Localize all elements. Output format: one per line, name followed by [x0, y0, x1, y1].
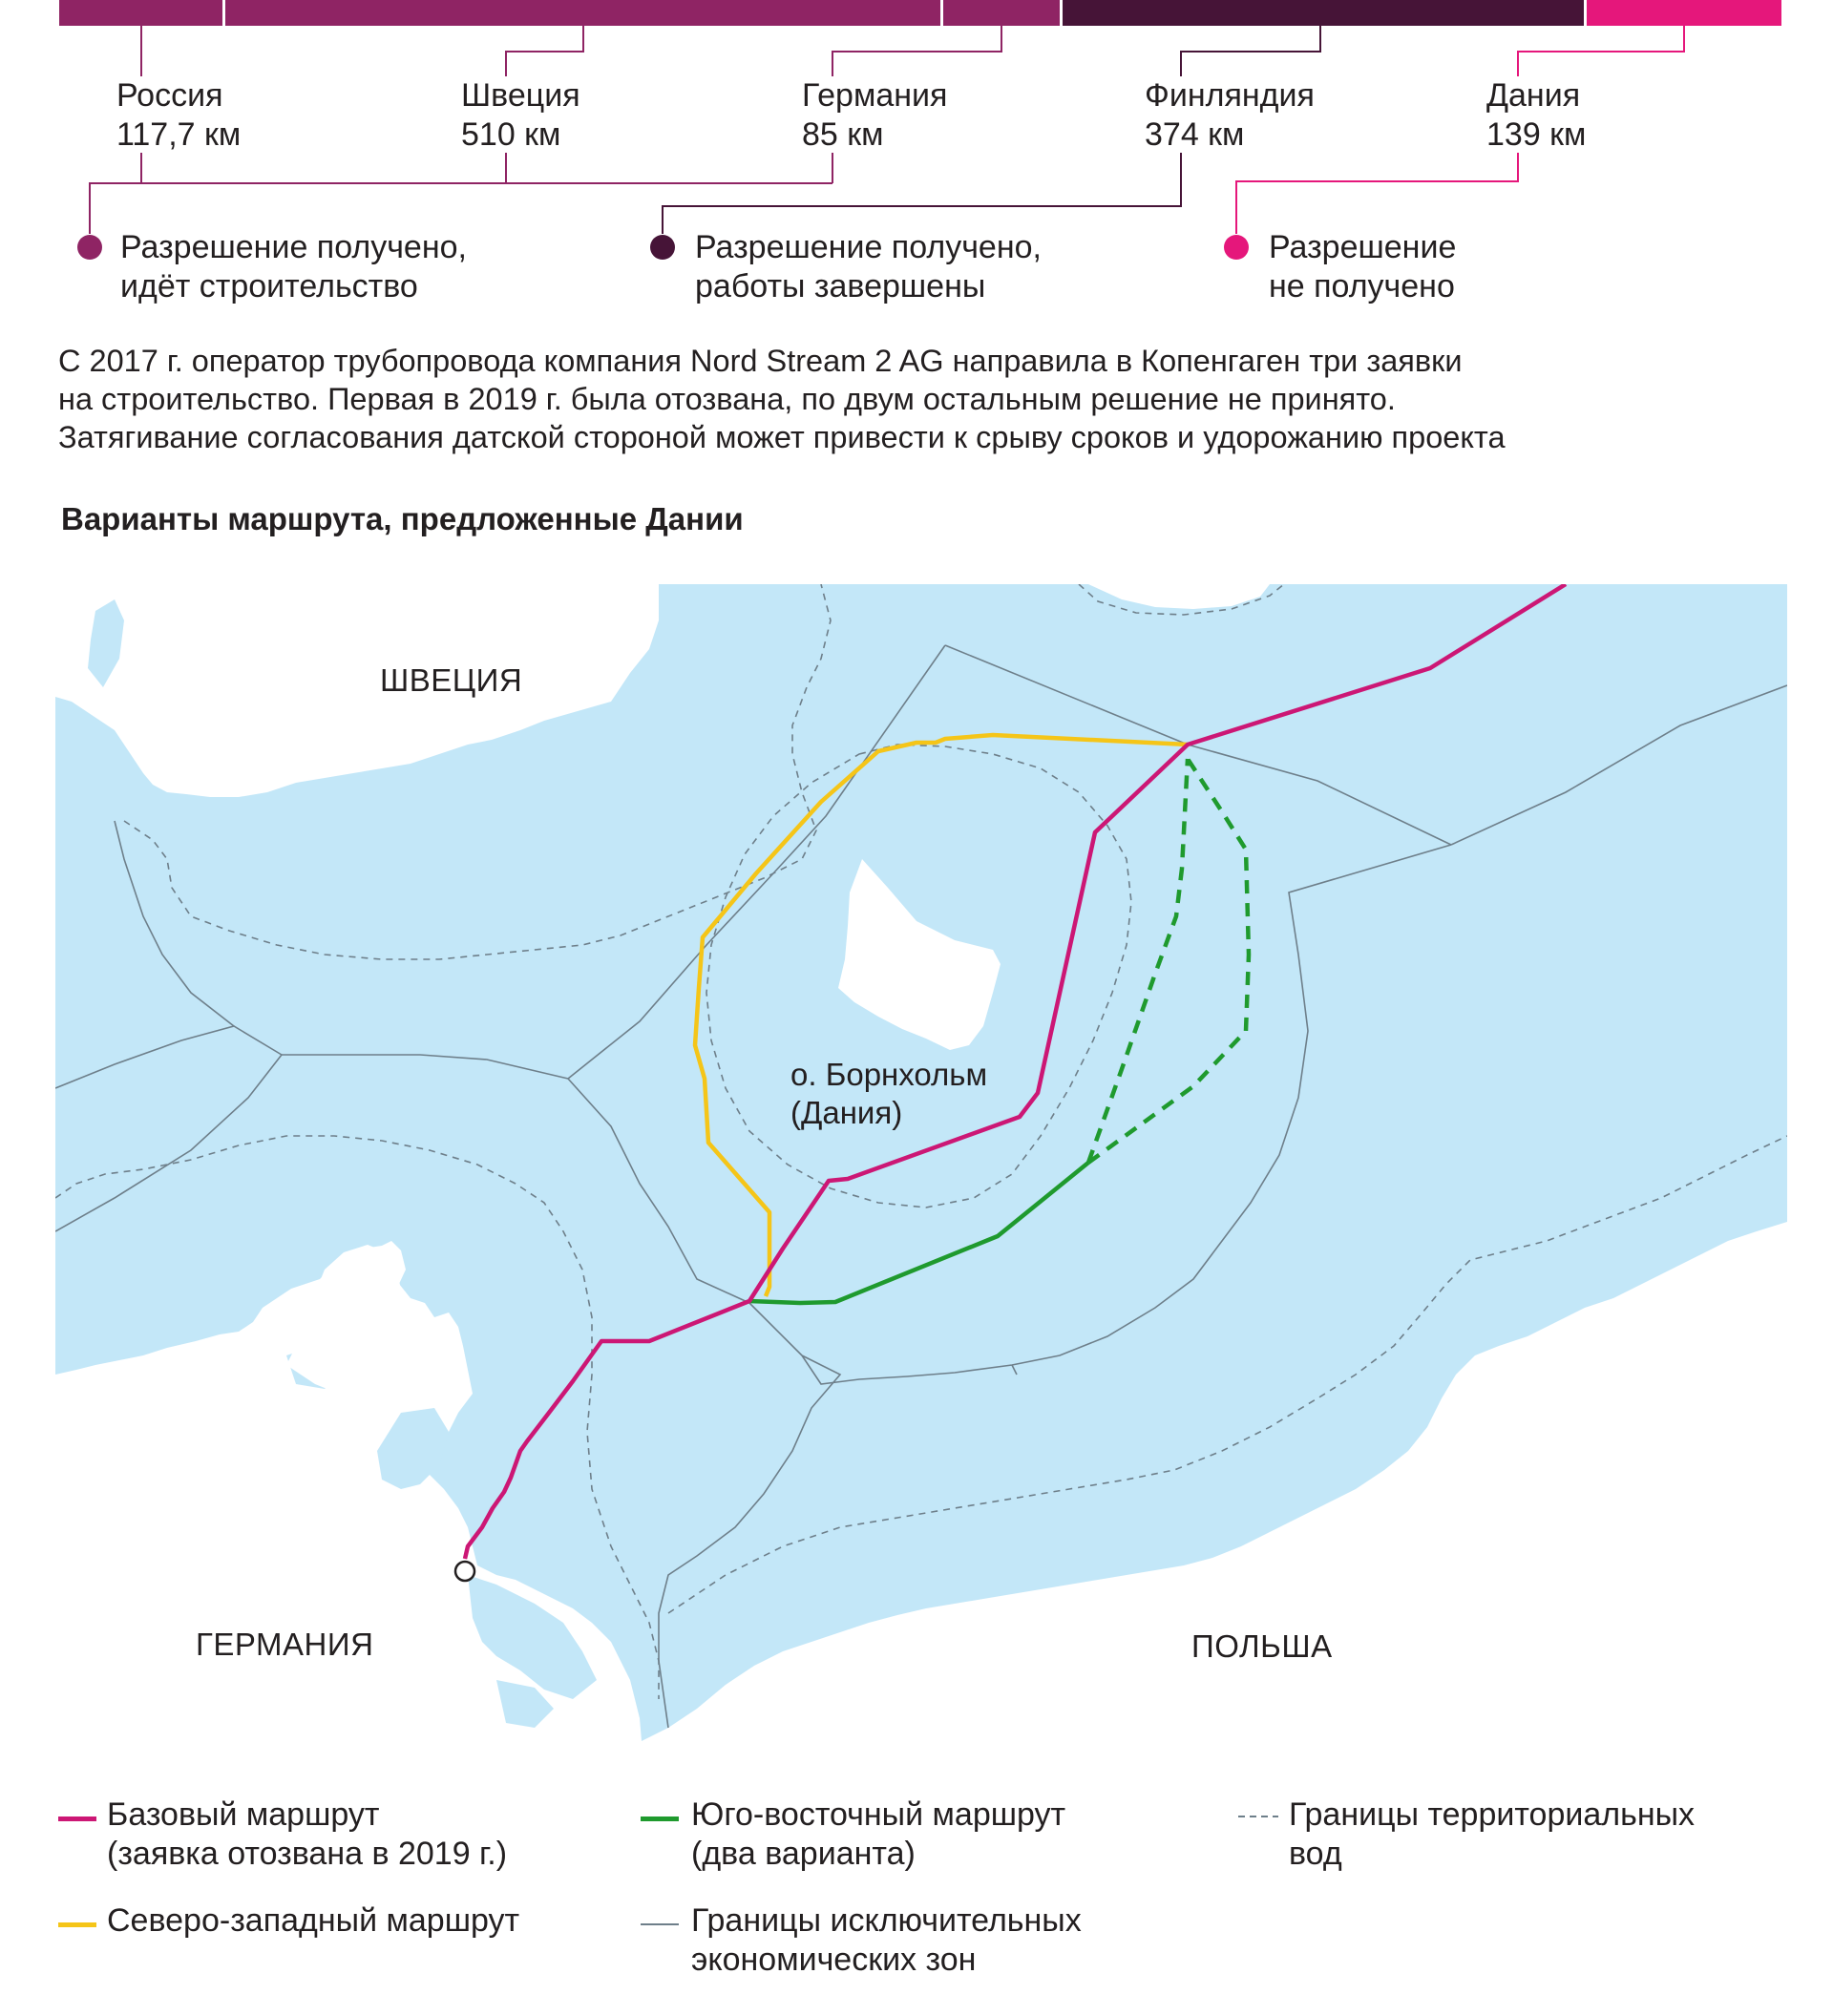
legend-line-eez — [641, 1923, 679, 1925]
map-title: Варианты маршрута, предложенные Дании — [61, 501, 744, 536]
status-text: не получено — [1269, 268, 1455, 304]
legend-territorial — [1289, 1796, 1695, 1874]
map-label-sweden: ШВЕЦИЯ — [380, 662, 523, 698]
route-map — [55, 584, 1787, 1741]
legend-text: вод — [1289, 1836, 1342, 1872]
country-name: Швеция — [461, 77, 580, 114]
legend-northwest: Северо-западный маршрут — [107, 1902, 520, 1939]
status-text: Разрешение получено, — [120, 229, 467, 265]
status-text: Разрешение — [1269, 229, 1457, 265]
map-label-germany: ГЕРМАНИЯ — [196, 1627, 374, 1662]
legend-text: Границы исключительных — [691, 1902, 1082, 1939]
legend-line-territorial — [1238, 1814, 1278, 1819]
legend-text: Юго-восточный маршрут — [691, 1796, 1066, 1833]
status-text: идёт строительство — [120, 268, 418, 304]
paragraph-line: на строительство. Первая в 2019 г. была отозвана, по двум остальным решение не принято. — [58, 382, 1396, 416]
country-russia — [116, 76, 241, 155]
legend-line-northwest — [58, 1922, 96, 1927]
legend-base — [107, 1796, 507, 1874]
country-name: Дания — [1486, 77, 1581, 114]
legend-text: Границы территориальных — [1289, 1796, 1696, 1833]
status-dot-not-received — [1224, 235, 1249, 260]
legend-line-base — [58, 1816, 96, 1821]
map-label-poland: ПОЛЬША — [1191, 1628, 1333, 1664]
country-germany — [802, 76, 947, 155]
description-paragraph — [58, 342, 1777, 456]
country-length: 117,7 км — [116, 116, 242, 153]
legend-text: Базовый маршрут — [107, 1796, 380, 1833]
status-dot-completed — [650, 235, 675, 260]
status-text: Разрешение получено, — [695, 229, 1042, 265]
country-length: 510 км — [461, 116, 561, 153]
status-construction — [120, 228, 467, 306]
legend-eez — [691, 1901, 1082, 1980]
status-not-received — [1269, 228, 1456, 306]
bornholm-name: о. Борнхольм — [790, 1057, 988, 1092]
legend-text: экономических зон — [691, 1942, 977, 1978]
country-name: Россия — [116, 77, 223, 114]
paragraph-line: Затягивание согласования датской стороной может привести к срыву сроков и удорожанию проекта — [58, 420, 1506, 454]
country-finland — [1145, 76, 1315, 155]
country-name: Германия — [802, 77, 948, 114]
country-length: 139 км — [1486, 116, 1587, 153]
legend-southeast — [691, 1796, 1065, 1874]
map-label-bornholm — [790, 1056, 987, 1132]
country-length: 374 км — [1145, 116, 1245, 153]
legend-line-southeast — [641, 1816, 679, 1821]
country-denmark — [1486, 76, 1586, 155]
route-start-point — [455, 1562, 474, 1581]
status-dot-construction — [77, 235, 102, 260]
status-completed — [695, 228, 1042, 306]
paragraph-line: С 2017 г. оператор трубопровода компания Nord Stream 2 AG направила в Копенгаген три заявки — [58, 344, 1463, 378]
legend-text: (заявка отозвана в 2019 г.) — [107, 1836, 508, 1872]
country-name: Финляндия — [1145, 77, 1315, 114]
legend-text: (два варианта) — [691, 1836, 916, 1872]
bornholm-country: (Дания) — [790, 1095, 903, 1130]
country-length: 85 км — [802, 116, 884, 153]
status-text: работы завершены — [695, 268, 986, 304]
country-sweden — [461, 76, 580, 155]
